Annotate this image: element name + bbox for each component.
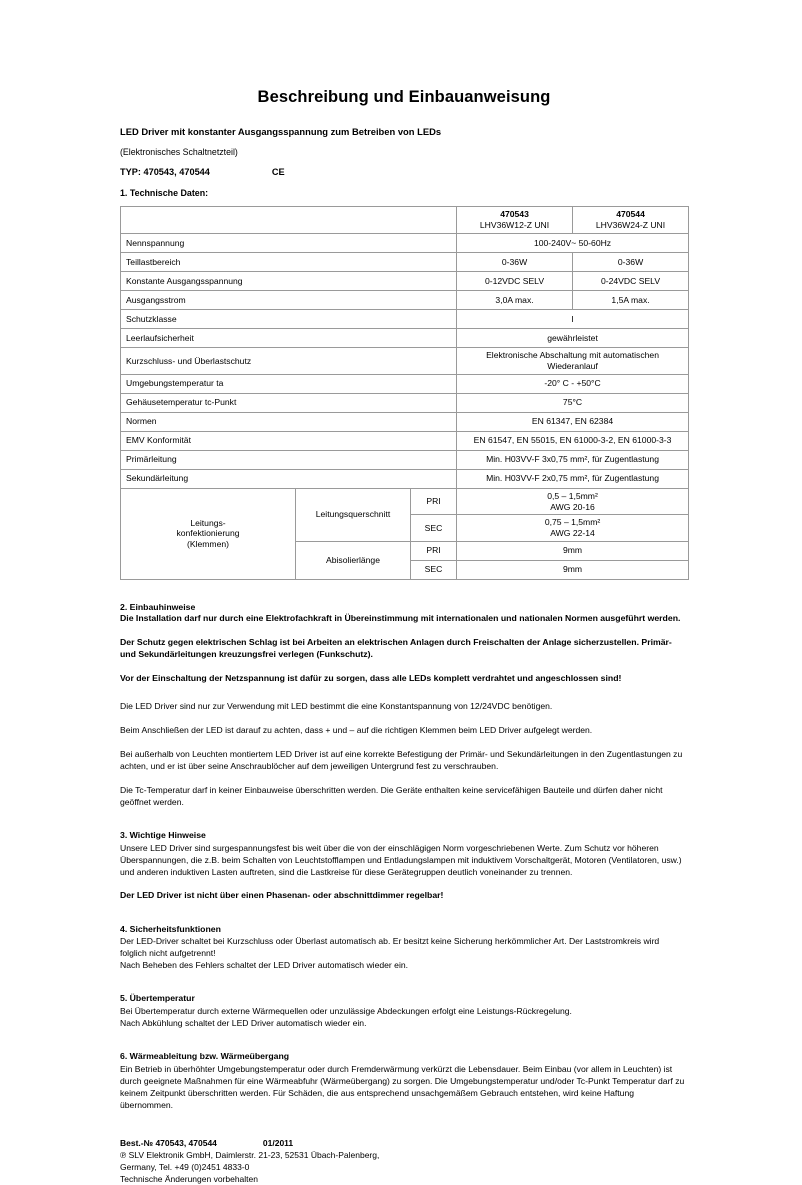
row-value-a: 0-12VDC SELV	[457, 272, 573, 291]
section-5-para-2: Nach Abkühlung schaltet der LED Driver automatisch wieder ein.	[120, 1018, 367, 1029]
row-value-a: 0-36W	[457, 253, 573, 272]
terminal-value-line2: AWG 22-14	[550, 527, 595, 538]
row-label: Primärleitung	[121, 450, 457, 469]
row-label: Teillastbereich	[121, 253, 457, 272]
section-2-para-4: Die Tc-Temperatur darf in keiner Einbauweise überschritten werden. Die Geräte enthalten keine servicefähigen Bauteile und dürfen daher nicht geöffnet werden.	[120, 784, 663, 807]
section-2-para-3: Bei außerhalb von Leuchten montiertem LED Driver ist auf eine korrekte Befestigung der Primär- und Sekundärleitungen in den Zugentlastungen zu achten, und er ist über seine Anschraublöcher auf dem jeweiligen Untergrund fest zu verschrauben.	[120, 748, 683, 771]
section-3-para-1: Unsere LED Driver sind surgespannungsfest bis weit über die von der einschlägigen Norm vorgeschriebenen Werte. Zum Schutz vor höheren Überspannungen, die z.B. beim Schalten von Leuchtstofflampen und Entladungslampen mit induktivem Vorschaltgerät, Motoren (Ventilatoren, usw.) und anderen induktiven Lasten auftreten, sind die Lastkreise für diese Gerätegruppen deutlich voneinander zu trennen.	[120, 842, 682, 877]
section-2-bold-1: Die Installation darf nur durch eine Elektrofachkraft in Übereinstimmung mit internationalen und nationalen Normen ausgeführt werden.	[120, 613, 681, 624]
terminal-group-label-line2: konfektionierung	[176, 528, 240, 539]
terminal-value: 9mm	[457, 560, 689, 579]
row-label: Schutzklasse	[121, 310, 457, 329]
section-3	[120, 830, 688, 902]
section-2-para-2: Beim Anschließen der LED ist darauf zu achten, dass + und – auf die richtigen Klemmen beim LED Driver aufgelegt werden.	[120, 724, 593, 735]
table-header-row	[121, 206, 689, 233]
side-label-sec: SEC	[411, 560, 457, 579]
row-label: EMV Konformität	[121, 431, 457, 450]
table-row	[121, 310, 689, 329]
row-value-a: 3,0A max.	[457, 291, 573, 310]
table-row	[121, 272, 689, 291]
table-row	[121, 374, 689, 393]
terminal-value	[457, 488, 689, 514]
spec-section-heading: 1. Technische Daten:	[120, 188, 209, 199]
side-label-pri: PRI	[411, 488, 457, 514]
page-content	[120, 0, 688, 1185]
footer-company: ℗ SLV Elektronik GmbH, Daimlerstr. 21-23, 52531 Übach-Palenberg,	[120, 1150, 380, 1161]
section-3-bold-1: Der LED Driver ist nicht über einen Phasenan- oder abschnittdimmer regelbar!	[120, 889, 444, 900]
document-subnote: (Elektronisches Schaltnetzteil)	[120, 147, 238, 158]
technical-data-table	[120, 206, 689, 580]
row-label: Gehäusetemperatur tc-Punkt	[121, 393, 457, 412]
section-4-para-2: Nach Beheben des Fehlers schaltet der LED Driver automatisch wieder ein.	[120, 960, 409, 971]
table-row	[121, 412, 689, 431]
section-4	[120, 924, 688, 972]
terminal-value-line1: 0,5 – 1,5mm²	[547, 490, 598, 501]
row-value-b: 0-36W	[573, 253, 689, 272]
table-row	[121, 393, 689, 412]
row-label: Umgebungstemperatur ta	[121, 374, 457, 393]
row-value-span: 100-240V~ 50-60Hz	[457, 234, 689, 253]
row-value-span: Elektronische Abschaltung mit automatischen Wiederanlauf	[457, 348, 689, 374]
section-6	[120, 1051, 688, 1111]
table-row	[121, 431, 689, 450]
column-model: LHV36W12-Z UNI	[479, 220, 550, 231]
terminal-row-pri-cross-section	[121, 488, 689, 514]
terminal-value	[457, 515, 689, 541]
type-label: TYP: 470543, 470544	[120, 167, 210, 178]
spacer	[120, 661, 688, 673]
row-value-span: I	[457, 310, 689, 329]
section-6-heading: 6. Wärmeableitung bzw. Wärmeübergang	[120, 1051, 290, 1062]
document-subtitle: LED Driver mit konstanter Ausgangsspannung zum Betreiben von LEDs	[120, 125, 442, 137]
spacer	[120, 736, 688, 748]
spacer	[120, 685, 688, 700]
row-label: Kurzschluss- und Überlastschutz	[121, 348, 457, 374]
section-3-heading: 3. Wichtige Hinweise	[120, 829, 206, 840]
section-2-bold-3: Vor der Einschaltung der Netzspannung ist dafür zu sorgen, dass alle LEDs komplett verdrahtet und angeschlossen sind!	[120, 672, 622, 683]
footer-order-line	[120, 1137, 688, 1149]
column-code: 470544	[616, 208, 645, 219]
table-row	[121, 253, 689, 272]
row-value-span: Min. H03VV-F 3x0,75 mm², für Zugentlastung	[457, 450, 689, 469]
document-footer	[120, 1137, 688, 1185]
ce-mark: CE	[271, 167, 285, 178]
table-row	[121, 348, 689, 374]
row-label: Konstante Ausgangsspannung	[121, 272, 457, 291]
row-value-b: 0-24VDC SELV	[573, 272, 689, 291]
section-4-heading: 4. Sicherheitsfunktionen	[120, 923, 221, 934]
terminal-group-label-line3: (Klemmen)	[186, 539, 230, 550]
table-body	[121, 206, 689, 579]
table-row	[121, 291, 689, 310]
row-label: Ausgangsstrom	[121, 291, 457, 310]
sub-label-strip-length: Abisolierlänge	[296, 541, 411, 579]
section-5-para-1: Bei Übertemperatur durch externe Wärmequellen oder unzulässige Abdeckungen erfolgt eine Leistungs-Rückregelung.	[120, 1006, 572, 1017]
section-2-heading: 2. Einbauhinweise	[120, 601, 196, 612]
terminal-value: 9mm	[457, 541, 689, 560]
row-value-span: EN 61547, EN 55015, EN 61000-3-2, EN 61000-3-3	[457, 431, 689, 450]
table-row	[121, 450, 689, 469]
row-label: Sekundärleitung	[121, 469, 457, 488]
footer-contact: Germany, Tel. +49 (0)2451 4833-0	[120, 1162, 250, 1173]
row-value-span: EN 61347, EN 62384	[457, 412, 689, 431]
section-5	[120, 993, 688, 1029]
footer-disclaimer: Technische Änderungen vorbehalten	[120, 1174, 258, 1185]
section-6-para-1: Ein Betrieb in überhöhter Umgebungstemperatur oder durch Fremderwärmung verkürzt die Lebensdauer. Beim Einbau (vor allem in Leuchten) ist durch geeignete Maßnahmen für eine Wärmeabfuhr (Wärmeübergang) zu sorgen. Die Umgebungstemperatur und/oder Tc-Punkt Temperatur darf zu keinem Zeitpunkt überschritten werden. Für Schäden, die aus entsprechend unsachgemäßem Gebrauch entstehen, wird keine Haftung übernommen.	[120, 1063, 685, 1111]
section-5-heading: 5. Übertemperatur	[120, 993, 195, 1004]
terminal-value-line1: 0,75 – 1,5mm²	[544, 517, 601, 528]
terminal-group-label-line1: Leitungs-	[190, 517, 226, 528]
footer-date: 01/2011	[262, 1138, 294, 1149]
column-header-470544	[573, 206, 689, 233]
spacer	[120, 878, 688, 890]
section-2	[120, 602, 688, 808]
type-line	[120, 167, 688, 179]
terminal-group-label	[121, 488, 296, 579]
row-label: Nennspannung	[121, 234, 457, 253]
table-row	[121, 234, 689, 253]
section-2-para-1: Die LED Driver sind nur zur Verwendung mit LED bestimmt die eine Konstantspannung von 12/24VDC benötigen.	[120, 700, 553, 711]
side-label-sec: SEC	[411, 515, 457, 541]
row-value-span: gewährleistet	[457, 329, 689, 348]
footer-order-number: Best.-№ 470543, 470544	[120, 1138, 217, 1149]
table-row	[121, 329, 689, 348]
row-value-span: 75°C	[457, 393, 689, 412]
side-label-pri: PRI	[411, 541, 457, 560]
spacer	[120, 712, 688, 724]
row-label: Leerlaufsicherheit	[121, 329, 457, 348]
row-value-span: Min. H03VV-F 2x0,75 mm², für Zugentlastung	[457, 469, 689, 488]
header-blank-cell	[121, 206, 457, 233]
spacer	[120, 772, 688, 784]
spacer	[120, 625, 688, 637]
column-code: 470543	[500, 208, 529, 219]
section-4-para-1: Der LED-Driver schaltet bei Kurzschluss oder Überlast automatisch ab. Er besitzt keine Sicherung herkömmlicher Art. Der Laststromkreis wird folglich nicht aufgetrennt!	[120, 936, 660, 959]
column-model: LHV36W24-Z UNI	[595, 220, 666, 231]
row-label: Normen	[121, 412, 457, 431]
terminal-value-line2: AWG 20-16	[550, 501, 595, 512]
row-value-span: -20° C - +50°C	[457, 374, 689, 393]
column-header-470543	[457, 206, 573, 233]
sub-label-cross-section: Leitungsquerschnitt	[296, 488, 411, 541]
section-2-bold-2: Der Schutz gegen elektrischen Schlag ist bei Arbeiten an elektrischen Anlagen durch Freischalten der Anlage sicherzustellen. Primär- und Sekundärleitungen kreuzungsfrei verlegen (Funkschutz).	[120, 637, 672, 660]
page-title: Beschreibung und Einbauanweisung	[257, 88, 551, 106]
row-value-b: 1,5A max.	[573, 291, 689, 310]
table-row	[121, 469, 689, 488]
